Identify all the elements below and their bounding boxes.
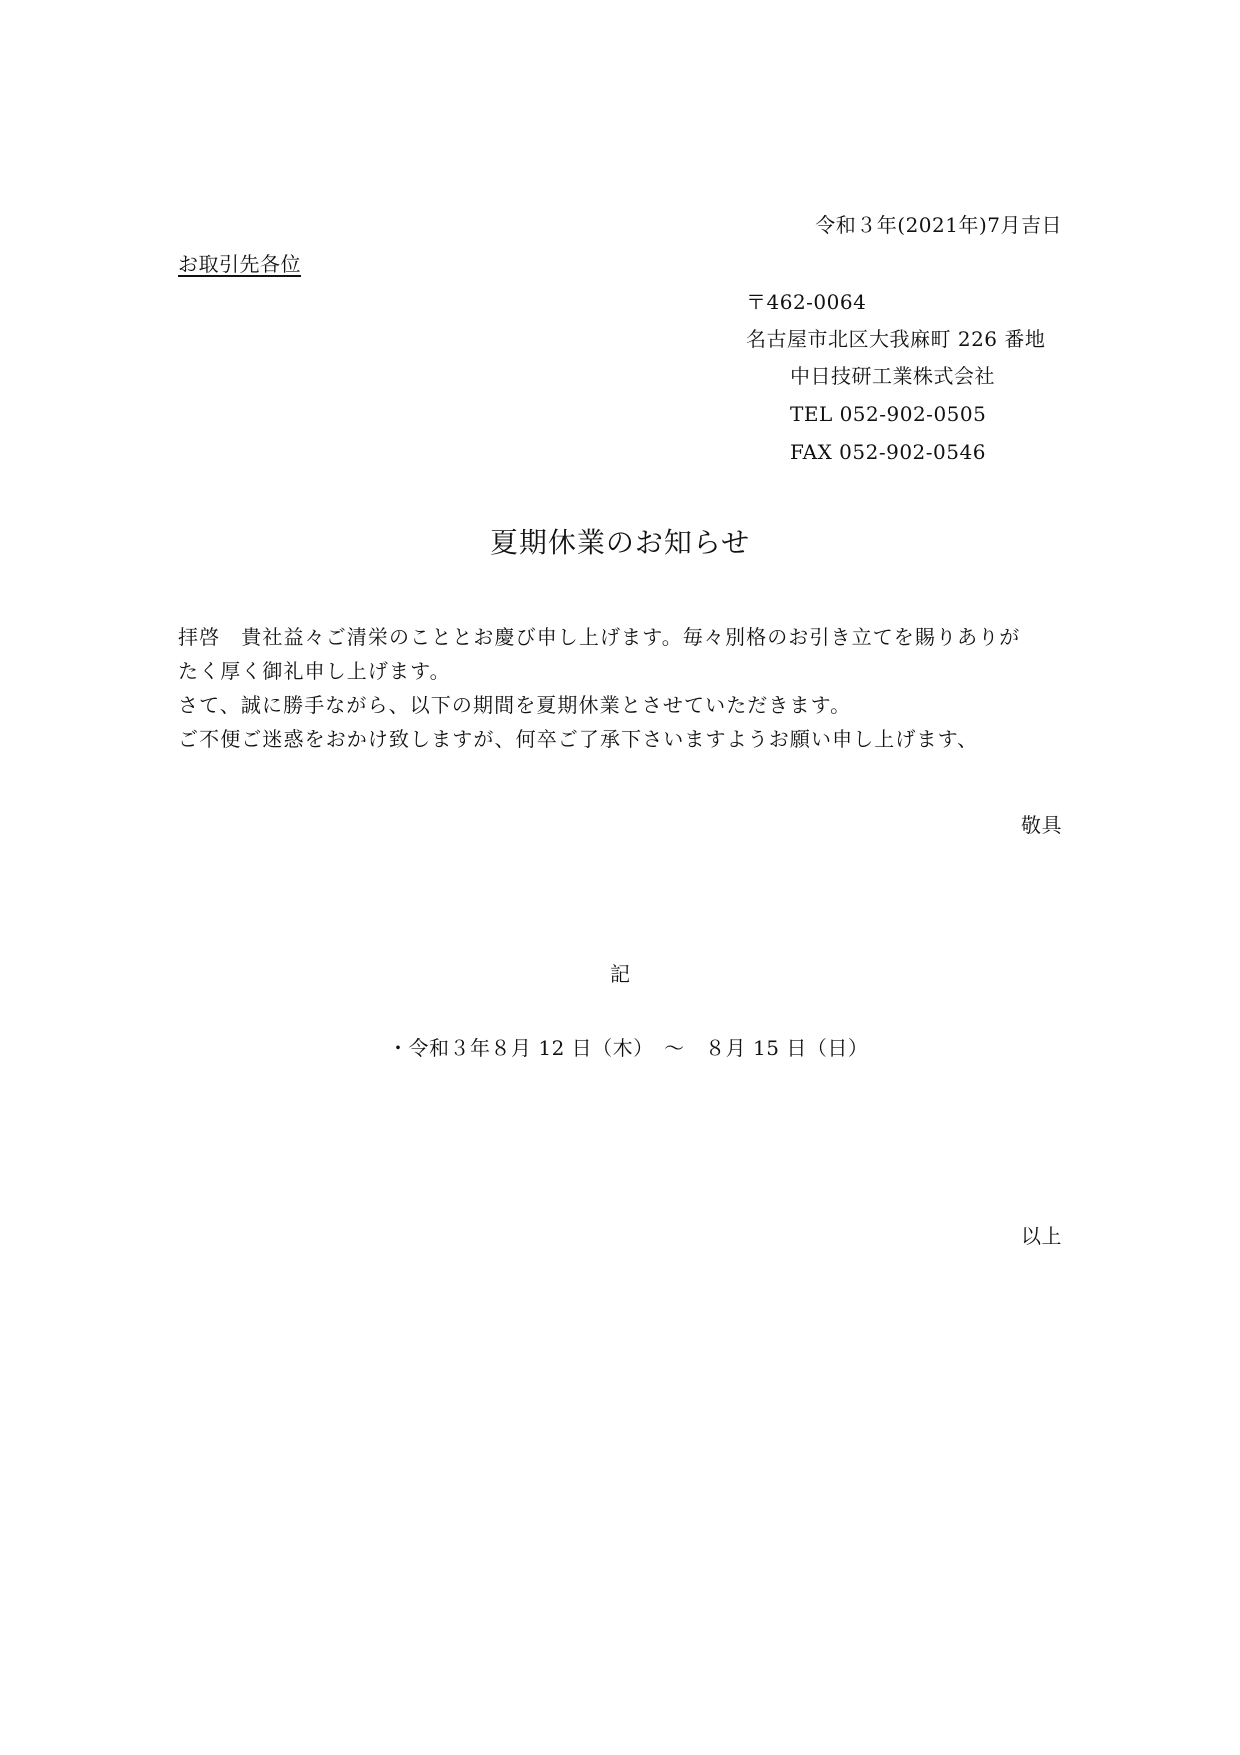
end-mark: 以上 (1021, 1224, 1062, 1248)
body-line-1: 拝啓 貴社益々ご清栄のこととお慶び申し上げます。毎々別格のお引き立てを賜りありが (178, 625, 1021, 649)
closing-keigu: 敬具 (1021, 813, 1062, 837)
sender-postal-code: 〒462-0064 (746, 290, 867, 314)
sender-fax: FAX 052-902-0546 (790, 440, 986, 464)
sender-company: 中日技研工業株式会社 (790, 364, 995, 388)
holiday-period: ・令和３年８月 12 日（木） ～ ８月 15 日（日） (388, 1036, 869, 1060)
recipient-line: お取引先各位 (178, 252, 301, 276)
ki-heading: 記 (610, 962, 630, 986)
sender-tel: TEL 052-902-0505 (790, 402, 987, 426)
body-text (178, 620, 1062, 756)
sender-address: 名古屋市北区大我麻町 226 番地 (746, 327, 1046, 351)
document-title: 夏期休業のお知らせ (489, 526, 751, 559)
document-date: 令和３年(2021年)7月吉日 (815, 213, 1062, 237)
body-line-3: さて、誠に勝手ながら、以下の期間を夏期休業とさせていただきます。 (178, 693, 852, 717)
body-line-2: たく厚く御礼申し上げます。 (178, 659, 451, 683)
body-line-4: ご不便ご迷惑をおかけ致しますが、何卒ご了承下さいますようお願い申し上げます、 (178, 727, 979, 751)
